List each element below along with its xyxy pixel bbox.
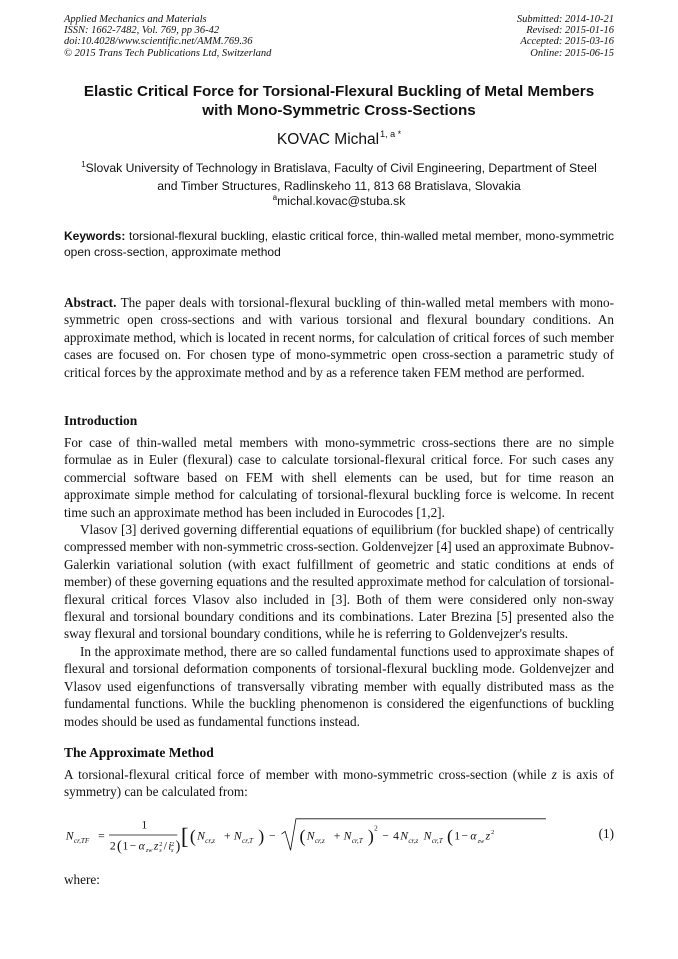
title-line-2: with Mono-Symmetric Cross-Sections bbox=[202, 102, 476, 119]
svg-text:+: + bbox=[333, 829, 341, 843]
svg-text:N: N bbox=[306, 829, 315, 843]
svg-text:2: 2 bbox=[109, 839, 116, 853]
svg-text:s: s bbox=[159, 847, 162, 855]
affiliation-line-1: Slovak University of Technology in Bratislava, Faculty of Civil Engineering, Department of Steel bbox=[85, 161, 597, 175]
affiliation-mark: 1 bbox=[81, 160, 86, 169]
svg-text:/: / bbox=[163, 839, 168, 853]
equation-formula bbox=[64, 812, 554, 858]
svg-text:s: s bbox=[170, 847, 174, 855]
svg-text:i: i bbox=[168, 839, 172, 853]
svg-text:): ) bbox=[367, 826, 374, 847]
svg-text:N: N bbox=[423, 829, 432, 843]
svg-text:(: ( bbox=[299, 826, 306, 847]
svg-text:N: N bbox=[65, 829, 74, 843]
where-label: where: bbox=[64, 872, 100, 887]
svg-text:4: 4 bbox=[393, 829, 399, 843]
submitted-date: Submitted: 2014-10-21 bbox=[516, 14, 614, 25]
journal-name: Applied Mechanics and Materials bbox=[64, 14, 207, 25]
copyright-line: © 2015 Trans Tech Publications Ltd, Switzerland bbox=[64, 47, 272, 59]
svg-text:N: N bbox=[197, 829, 205, 843]
axis-variable: z bbox=[551, 767, 557, 782]
online-date: Online: 2015-06-15 bbox=[530, 47, 614, 59]
svg-text:z: z bbox=[153, 839, 159, 853]
keywords-label: Keywords: bbox=[64, 229, 126, 243]
svg-text:N: N bbox=[400, 829, 409, 843]
svg-text:cr,z: cr,z bbox=[314, 837, 325, 846]
email-mark: a bbox=[272, 193, 278, 202]
intro-paragraph: For case of thin-walled metal members with mono-symmetric cross-sections there are no simple formulae as in Euler (flexural) case to calculate torsional-flexural critical force. For such cases any commercial software based on FEM with shell elements can be used, but for time reason an approximate simple method for calculating of torsional-flexural buckling force is welcome. In recent time such an approximate method has been included in Eurocodes [1,2]. bbox=[64, 435, 614, 520]
author-line bbox=[40, 129, 638, 149]
email-address: michal.kovac@stuba.sk bbox=[277, 194, 406, 208]
abstract-text: The paper deals with torsional-flexural buckling of thin-walled metal members with mono-symmetric open cross-sections and with various torsional and flexural boundary conditions. An approximate method, which is located in recent norms, for calculation of critical forces of such member cases are focused on. For chosen type of mono-symmetric open cross-section a parametric study of critical forces by the approximate method and by as a reference taken FEM method are performed. bbox=[64, 295, 614, 380]
svg-text:(: ( bbox=[447, 826, 453, 847]
journal-info bbox=[64, 14, 271, 59]
svg-text:cr,T: cr,T bbox=[242, 837, 254, 846]
svg-text:1: 1 bbox=[454, 829, 461, 843]
author-email bbox=[40, 193, 638, 208]
svg-text:1: 1 bbox=[141, 818, 148, 832]
svg-text:2: 2 bbox=[159, 840, 163, 848]
svg-text:cr,TF: cr,TF bbox=[73, 837, 90, 846]
svg-text:2: 2 bbox=[170, 840, 175, 848]
svg-text:zw: zw bbox=[145, 847, 153, 855]
svg-text:N: N bbox=[233, 829, 242, 843]
svg-text:−: − bbox=[382, 829, 389, 843]
svg-text:−: − bbox=[461, 829, 468, 843]
svg-text:cr,T: cr,T bbox=[351, 837, 363, 846]
svg-text:2: 2 bbox=[374, 824, 378, 833]
equation-number: (1) bbox=[598, 826, 614, 841]
svg-text:=: = bbox=[98, 829, 105, 843]
method-text: A torsional-flexural critical force of member with mono-symmetric cross-section (while z is axis of symmetry) can be calculated from: bbox=[64, 767, 614, 800]
issn-line: ISSN: 1662-7482, Vol. 769, pp 36-42 bbox=[64, 25, 220, 37]
svg-text:2: 2 bbox=[491, 829, 495, 837]
paper-title bbox=[40, 82, 638, 120]
svg-text:cr,T: cr,T bbox=[431, 837, 443, 846]
intro-paragraph: In the approximate method, there are so called fundamental functions used to approximate shapes of flexural and torsional deformation components of torsional-flexural buckling mode. Goldenvejzer and Vlasov used eigenfunctions of transversally vibrating member with equally distributed mass as the fundamental functions. While the buckling phenomenon is considered the eigenfunctions of buckling modes should be used as fundamental functions instead. bbox=[64, 643, 614, 729]
doi-line: doi:10.4028/www.scientific.net/AMM.769.36 bbox=[64, 36, 253, 48]
svg-text:): ) bbox=[258, 826, 265, 847]
svg-text:cr,z: cr,z bbox=[205, 837, 215, 846]
accepted-date: Accepted: 2015-03-16 bbox=[520, 36, 614, 48]
equation-1 bbox=[64, 812, 614, 858]
svg-text:(: ( bbox=[189, 826, 196, 847]
svg-text:[: [ bbox=[180, 823, 189, 850]
author-name: KOVAC Michal bbox=[276, 131, 380, 148]
svg-text:1: 1 bbox=[122, 839, 129, 853]
svg-text:−: − bbox=[129, 839, 137, 853]
svg-text:zw: zw bbox=[477, 838, 485, 846]
title-line-1: Elastic Critical Force for Torsional-Flexural Buckling of Metal Members bbox=[83, 83, 595, 100]
svg-text:α: α bbox=[138, 839, 145, 853]
introduction-body bbox=[64, 434, 614, 730]
revised-date: Revised: 2015-01-16 bbox=[526, 25, 614, 37]
svg-text:−: − bbox=[268, 829, 276, 843]
affiliation-line-2: and Timber Structures, Radlinskeho 11, 813 68 Bratislava, Slovakia bbox=[157, 178, 521, 193]
svg-text:α: α bbox=[470, 829, 477, 843]
svg-text:z: z bbox=[485, 829, 491, 843]
author-marks: 1, a * bbox=[380, 129, 402, 139]
abstract bbox=[64, 294, 614, 381]
svg-text:+: + bbox=[224, 829, 231, 843]
submission-dates bbox=[517, 14, 614, 59]
affiliation bbox=[50, 156, 628, 195]
abstract-label: Abstract. bbox=[64, 295, 117, 310]
svg-text:N: N bbox=[343, 829, 352, 843]
keywords-text: torsional-flexural buckling, elastic critical force, thin-walled metal member, mono-symmetric open cross-section, approximate method bbox=[64, 229, 614, 259]
method-heading: The Approximate Method bbox=[64, 745, 214, 760]
keywords bbox=[64, 228, 614, 260]
svg-text:cr,z: cr,z bbox=[408, 837, 419, 846]
svg-text:): ) bbox=[175, 838, 181, 855]
introduction-heading: Introduction bbox=[64, 413, 138, 428]
svg-text:(: ( bbox=[117, 838, 122, 855]
intro-paragraph: Vlasov [3] derived governing differential equations of equilibrium (for buckled shape) of centrically compressed member with non-symmetric cross-section. Goldenvejzer [4] used an approximate Bubnov-Galerkin variational solution (with exact fulfillment of geometric and static conditions at ends of member) of these governing equations and the resulted approximate method for calculation of torsional-flexural critical forces Vlasov also included in [3]. Both of them were considered only non-sway flexural and torsional boundary conditions and its combinations. Later Brezina [5] presented also the sway flexural and torsional boundary conditions, while he is referring to Goldenvejzer's results. bbox=[64, 522, 614, 642]
